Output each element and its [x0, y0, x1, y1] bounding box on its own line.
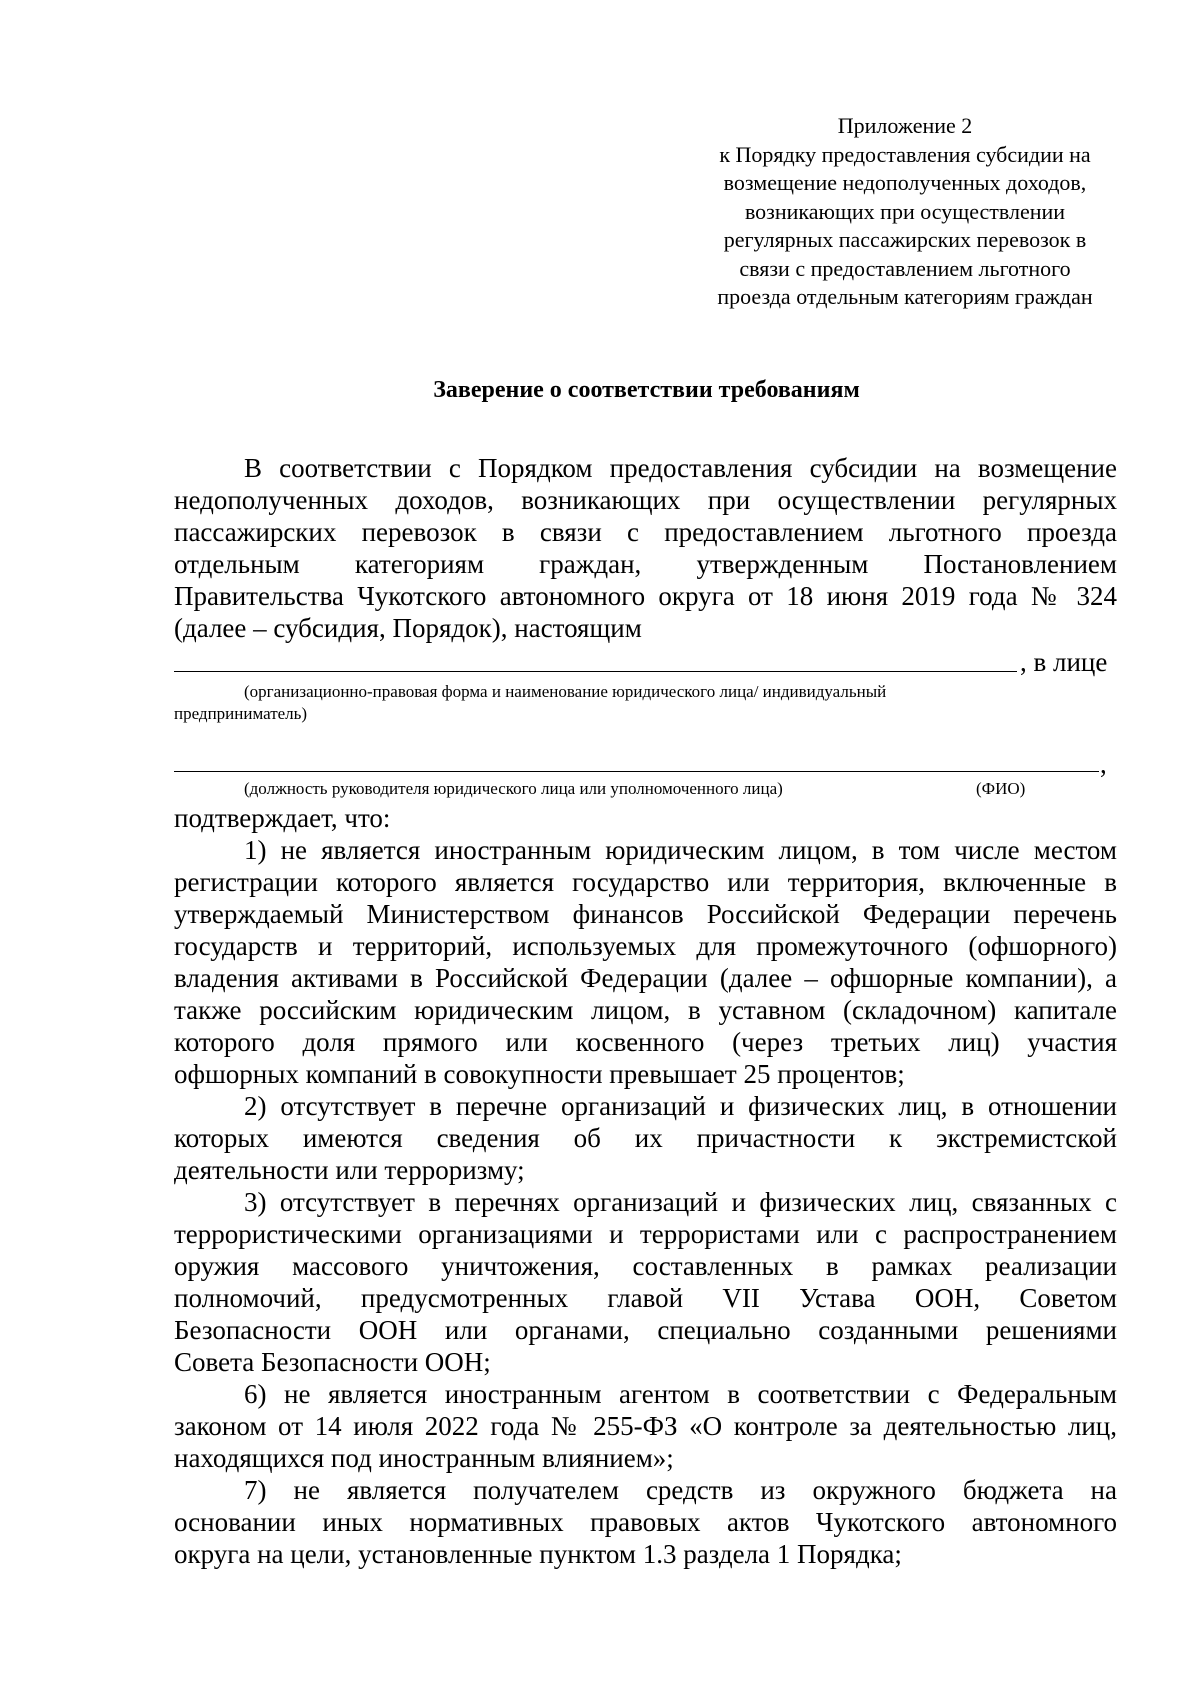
item-line: 2) отсутствует в перечне организаций и физических лиц, в отношении [244, 1091, 1117, 1121]
item-line: оружия массового уничтожения, составленных в рамках реализации [174, 1251, 1117, 1281]
field-suffix: , в лице [1020, 647, 1108, 677]
appendix-line: проезда отдельным категориям граждан [717, 284, 1093, 309]
item-line: террористическими организациями и террористами или с распространением [174, 1219, 1117, 1249]
item-line: которых имеются сведения об их причастности к экстремистской [174, 1123, 1117, 1153]
item-line: владения активами в Российской Федерации (далее – офшорные компании), а [174, 963, 1117, 993]
document-title: Заверение о соответствии требованиям [433, 377, 860, 403]
item-line: 1) не является иностранным юридическим лицом, в том числе местом [244, 835, 1117, 865]
item-line: 6) не является иностранным агентом в соответствии с Федеральным [244, 1379, 1117, 1409]
item-line: основании иных нормативных правовых актов Чукотского автономного [174, 1507, 1117, 1537]
item-line: полномочий, предусмотренных главой VII Устава ООН, Советом [174, 1283, 1117, 1313]
item-line: которого доля прямого или косвенного (через третьих лиц) участия [174, 1027, 1117, 1057]
confirms-text: подтверждает, что: [174, 803, 391, 833]
intro-line: В соответствии с Порядком предоставления субсидии на возмещение [244, 453, 1117, 483]
item-line: государств и территорий, используемых для промежуточного (офшорного) [174, 931, 1117, 961]
item-line: находящихся под иностранным влиянием»; [174, 1443, 674, 1473]
organization-name-field[interactable] [174, 671, 1017, 672]
appendix-header [650, 112, 1160, 312]
position-field-caption: (должность руководителя юридического лица или уполномоченного лица) [244, 779, 783, 798]
intro-line: Правительства Чукотского автономного округа от 18 июня 2019 года № 324 [174, 581, 1117, 611]
field-suffix: , [1100, 749, 1107, 779]
item-line: Безопасности ООН или органами, специально созданными решениями [174, 1315, 1117, 1345]
appendix-line: возмещение недополученных доходов, [723, 170, 1087, 195]
head-position-name-field[interactable] [174, 771, 1099, 772]
item-line: деятельности или терроризму; [174, 1155, 525, 1185]
organization-field-caption: предприниматель) [174, 704, 308, 723]
intro-line: отдельным категориям граждан, утвержденным Постановлением [174, 549, 1117, 579]
appendix-line: связи с предоставлением льготного [739, 255, 1071, 281]
item-line: также российским юридическим лицом, в уставном (складочном) капитале [174, 995, 1117, 1025]
intro-line: недополученных доходов, возникающих при осуществлении регулярных [174, 485, 1117, 515]
intro-line: пассажирских перевозок в связи с предоставлением льготного проезда [174, 517, 1117, 547]
appendix-line: регулярных пассажирских перевозок в [723, 227, 1087, 252]
appendix-line: возникающих при осуществлении [744, 198, 1066, 224]
item-line: 3) отсутствует в перечнях организаций и физических лиц, связанных с [244, 1187, 1117, 1217]
fio-field-caption: (ФИО) [976, 779, 1026, 798]
item-line: Совета Безопасности ООН; [174, 1347, 491, 1377]
item-line: регистрации которого является государство или территория, включенные в [174, 867, 1117, 897]
item-line: округа на цели, установленные пунктом 1.3 раздела 1 Порядка; [174, 1539, 902, 1569]
appendix-line: Приложение 2 [837, 113, 973, 138]
item-line: 7) не является получателем средств из окружного бюджета на [244, 1475, 1117, 1505]
item-line: офшорных компаний в совокупности превышает 25 процентов; [174, 1059, 905, 1089]
organization-field-caption: (организационно-правовая форма и наименование юридического лица/ индивидуальный [244, 682, 887, 701]
appendix-line: к Порядку предоставления субсидии на [719, 141, 1091, 167]
intro-line: (далее – субсидия, Порядок), настоящим [174, 613, 642, 643]
item-line: законом от 14 июля 2022 года № 255-ФЗ «О контроле за деятельностью лиц, [174, 1411, 1117, 1441]
item-line: утверждаемый Министерством финансов Российской Федерации перечень [174, 899, 1117, 929]
